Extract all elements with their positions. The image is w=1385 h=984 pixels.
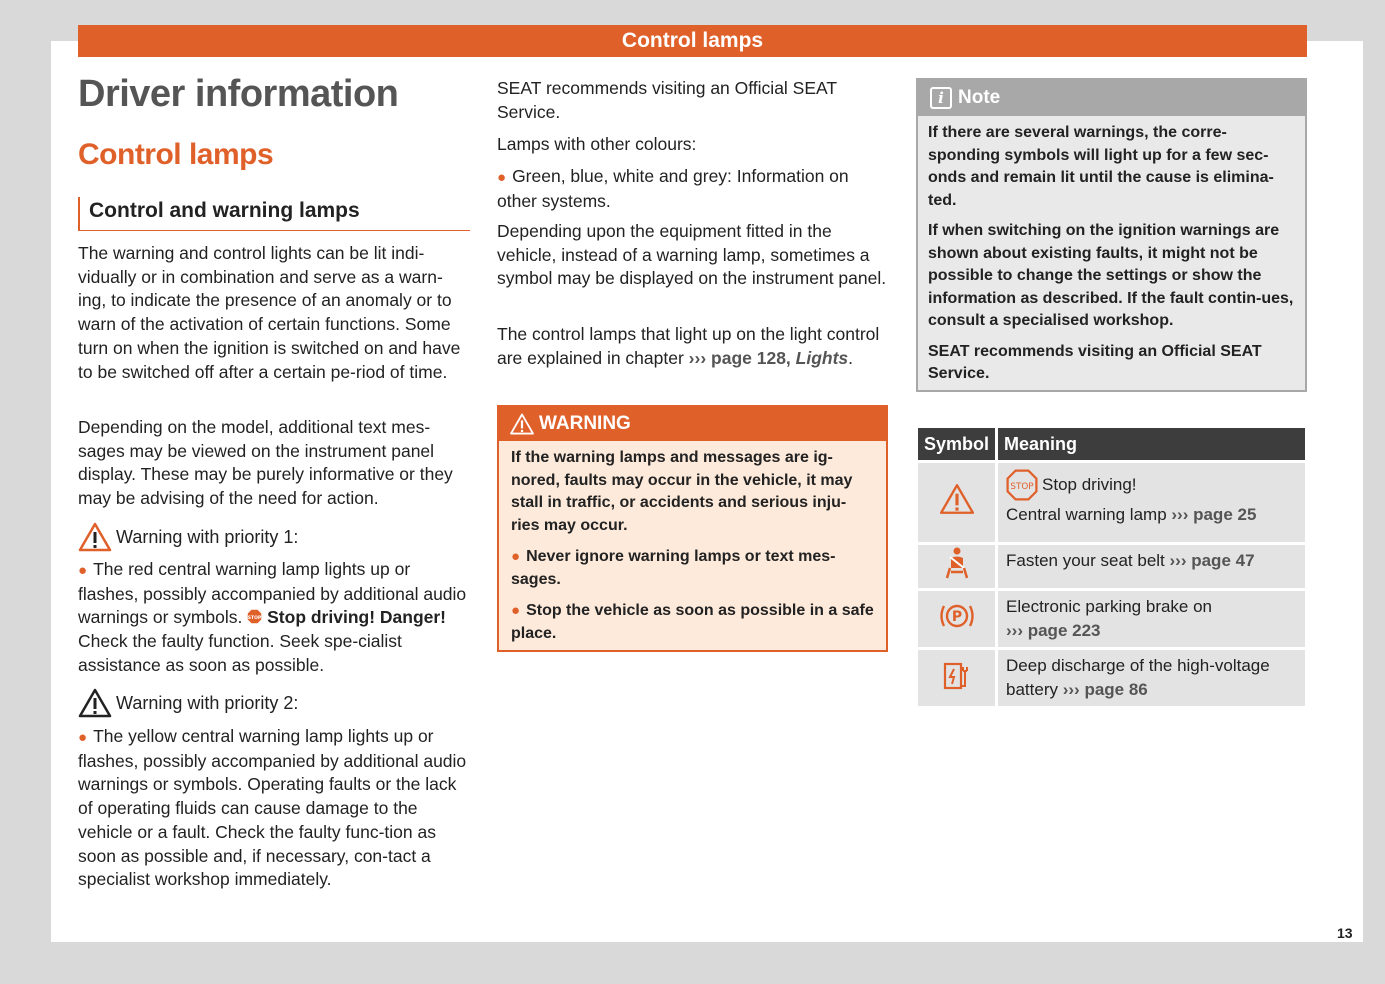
hv-battery-icon xyxy=(941,659,973,691)
seat-belt-text: Fasten your seat belt xyxy=(1006,551,1165,570)
light-control-paragraph xyxy=(497,323,889,370)
warning-bullet-1-text: Never ignore warning lamps or text mes-sages. xyxy=(511,548,836,588)
lights-chapter-link[interactable]: Lights xyxy=(795,347,849,368)
other-colours-text: Green, blue, white and grey: Information on other systems. xyxy=(497,166,849,211)
table-header-row xyxy=(918,428,1305,460)
header-bar: Control lamps xyxy=(78,25,1307,57)
stop-driving-text: Stop driving! xyxy=(1042,475,1137,494)
priority2-text: The yellow central warning lamp lights up or flashes, possibly accompanied by additional audio warnings or symbols. Operating faults or the lack of operating fluids can cause damage to the vehicle or a fault. Check the faulty func-tion as soon as possible and, if necessary, con-tact a specialist workshop immediately. xyxy=(78,726,467,890)
table-row xyxy=(918,542,1305,588)
subsection-title: Control and warning lamps xyxy=(89,199,360,222)
warning-header xyxy=(499,407,886,441)
page-number: 13 xyxy=(1337,925,1353,941)
info-icon: i xyxy=(930,87,952,109)
note-body xyxy=(918,116,1305,400)
note-box xyxy=(916,78,1307,392)
symbol-column-header: Symbol xyxy=(918,428,998,460)
meaning-cell xyxy=(998,542,1305,588)
warning-title: WARNING xyxy=(539,413,631,434)
priority2-paragraph xyxy=(78,725,470,892)
warning-bullet-2 xyxy=(511,600,874,645)
note-paragraph-3: SEAT recommends visiting an Official SEAT Service. xyxy=(928,342,1262,382)
meaning-cell xyxy=(998,588,1305,647)
priority1-label: Warning with priority 1: xyxy=(116,526,299,547)
warning-bullet-1 xyxy=(511,546,874,591)
parking-brake-icon xyxy=(937,600,977,632)
meaning-column-header: Meaning xyxy=(998,428,1305,460)
note-header xyxy=(918,80,1305,116)
bullet-dot-icon: ● xyxy=(78,729,88,746)
doc-title: Driver information xyxy=(78,73,399,115)
warning-triangle-icon xyxy=(939,483,975,515)
stop-sign-icon xyxy=(247,609,262,624)
priority2-label: Warning with priority 2: xyxy=(116,692,299,713)
priority1-stop-text: Stop driving! Danger! xyxy=(267,607,447,628)
warning-triangle-icon xyxy=(78,688,112,718)
light-control-text: The control lamps that light up on the light control are explained in chapter xyxy=(497,324,880,368)
meaning-cell xyxy=(998,647,1305,706)
table-row xyxy=(918,647,1305,706)
priority1-text-a: The red central warning lamp lights up or flashes, possibly accompanied by additional audio warnings or symbols. xyxy=(78,559,467,628)
intro-paragraph: The warning and control lights can be lit indi-vidually or in combination and serve as a warn-ing, to indicate the presence of an anomaly or to warn of the activation of certain functions. Some turn on when the ignition is switched on and have to be switched off after a certain pe-riod of time. xyxy=(78,243,461,382)
other-colours-bullet xyxy=(497,165,889,213)
text-messages-paragraph: Depending on the model, additional text mes-sages may be viewed on the instrument panel display. These may be purely informative or they may be advising of the need for action. xyxy=(78,417,453,509)
table-row xyxy=(918,588,1305,647)
bullet-dot-icon: ● xyxy=(497,169,507,186)
equipment-paragraph: Depending upon the equipment fitted in the vehicle, instead of a warning lamp, sometimes a symbol may be displayed on the instrument panel. xyxy=(497,221,887,289)
note-paragraph-1: If there are several warnings, the corre-sponding symbols will light up for a few sec-onds and remain lit until the cause is elimina-ted. xyxy=(928,124,1274,209)
bullet-dot-icon: ● xyxy=(78,562,88,579)
page-47-link[interactable]: ››› page 47 xyxy=(1169,551,1255,570)
bullet-dot-icon: ● xyxy=(511,602,521,619)
symbol-cell xyxy=(918,542,998,588)
symbol-cell xyxy=(918,647,998,706)
bullet-dot-icon: ● xyxy=(511,548,521,565)
other-colours-heading: Lamps with other colours: xyxy=(497,134,697,154)
table-row xyxy=(918,460,1305,542)
symbols-table xyxy=(918,428,1305,706)
warning-box xyxy=(497,405,888,652)
priority1-text-b: Check the faulty function. Seek spe-cialist assistance as soon as possible. xyxy=(78,631,402,675)
recommend-paragraph: SEAT recommends visiting an Official SEAT Service. xyxy=(497,78,837,122)
note-title: Note xyxy=(958,87,1001,108)
page-25-link[interactable]: ››› page 25 xyxy=(1171,505,1257,524)
warning-triangle-icon xyxy=(509,413,535,435)
priority1-paragraph xyxy=(78,558,470,678)
subsection-heading xyxy=(78,197,470,231)
sentence-end: . xyxy=(848,347,854,368)
stop-badge-text: STOP xyxy=(1010,482,1034,492)
seat-belt-icon xyxy=(942,546,972,580)
meaning-cell xyxy=(998,460,1305,542)
page-86-link[interactable]: ››› page 86 xyxy=(1062,680,1148,699)
warning-paragraph: If the warning lamps and messages are ig-nored, faults may occur in the vehicle, it may stall in traffic, or accidents and serious inju-ries may occur. xyxy=(511,449,853,534)
priority1-heading xyxy=(78,522,298,552)
symbol-cell xyxy=(918,588,998,647)
page-223-link[interactable]: ››› page 223 xyxy=(1006,621,1101,640)
hv-battery-text: Deep discharge of the high-voltage battery xyxy=(1006,656,1270,699)
warning-bullet-2-text: Stop the vehicle as soon as possible in a safe place. xyxy=(511,602,874,642)
note-paragraph-2: If when switching on the ignition warnings are shown about existing faults, it might not be possible to change the settings or show the information as described. If the fault contin-ues, consult a specialised workshop. xyxy=(928,222,1294,329)
priority2-heading xyxy=(78,688,298,718)
page-128-link[interactable]: ››› page 128, xyxy=(688,347,791,368)
svg-text:P: P xyxy=(951,608,962,625)
stop-sign-icon xyxy=(1006,469,1038,501)
warning-body xyxy=(499,441,886,660)
warning-triangle-icon xyxy=(78,522,112,552)
central-warning-text: Central warning lamp xyxy=(1006,505,1167,524)
symbol-cell xyxy=(918,460,998,542)
parking-brake-text: Electronic parking brake on xyxy=(1006,597,1213,616)
stop-badge-text: STOP xyxy=(248,616,262,622)
section-title: Control lamps xyxy=(78,138,274,171)
